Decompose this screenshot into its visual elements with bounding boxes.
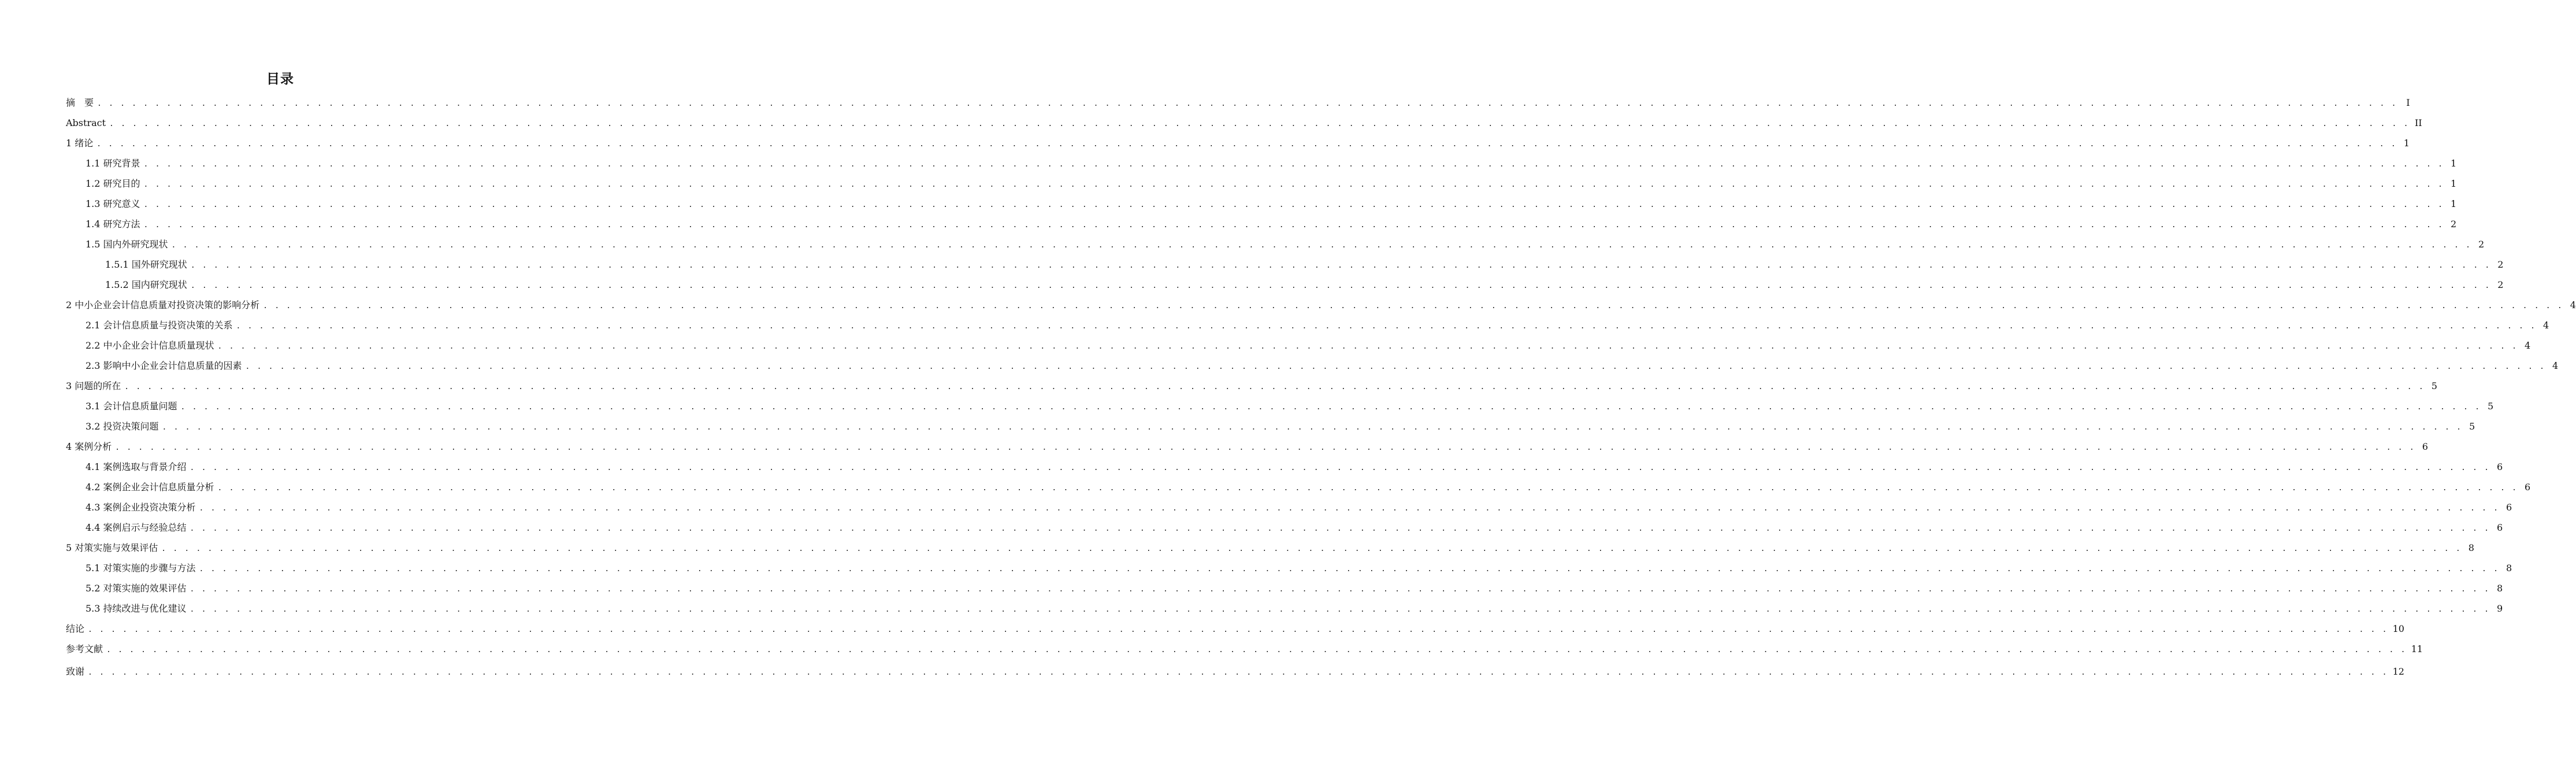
toc-dot-leader: . . . . . . . . . . . . . . . . . . . . . . . . . . . . . . . . . . . . . . . . . . . . . . . . . . . . . . . . . . . . . . . . . . . . . . . . . . . . . . . . . . . . . . . . . . . . . . . . . . . . . . . . . . . . . . . . . . . . . . . . . . . . . . . . . . . . . . . . . . . . . . . . . . . . . . . . . . . . . . . . . . . . . . . . . . . . . . . . . . . . . . . . . . . . . . . . . . . . . . . <box>143 160 2444 169</box>
toc-entry[interactable] <box>66 92 2410 113</box>
toc-entry-label: 2.1 会计信息质量与投资决策的关系 <box>86 320 233 331</box>
toc-entry[interactable] <box>66 639 2423 659</box>
toc-entry-page: 4 <box>2542 320 2549 331</box>
toc-dot-leader: . . . . . . . . . . . . . . . . . . . . . . . . . . . . . . . . . . . . . . . . . . . . . . . . . . . . . . . . . . . . . . . . . . . . . . . . . . . . . . . . . . . . . . . . . . . . . . . . . . . . . . . . . . . . . . . . . . . . . . . . . . . . . . . . . . . . . . . . . . . . . . . . . . . . . . . . . . . . . . . . . . . . . . . . . . . . . . . . . . . . . . . . . . . . . . . . . . . . . . . <box>199 565 2500 574</box>
toc-dot-leader: . . . . . . . . . . . . . . . . . . . . . . . . . . . . . . . . . . . . . . . . . . . . . . . . . . . . . . . . . . . . . . . . . . . . . . . . . . . . . . . . . . . . . . . . . . . . . . . . . . . . . . . . . . . . . . . . . . . . . . . . . . . . . . . . . . . . . . . . . . . . . . . . . . . . . . . . . . . . . . . . . . . . . . . . . . . . . . . . . . . . . . . . . . . . . . . . . . . . . . . <box>115 443 2415 452</box>
toc-entry-page: 11 <box>2411 643 2423 654</box>
toc-entry-page: 10 <box>2392 623 2404 634</box>
toc-entry-label: 3 问题的所在 <box>66 380 121 391</box>
toc-entry-page: 4 <box>2570 299 2576 310</box>
toc-entry[interactable] <box>66 477 2531 497</box>
toc-entry-label: 摘 要 <box>66 97 94 108</box>
toc-dot-leader: . . . . . . . . . . . . . . . . . . . . . . . . . . . . . . . . . . . . . . . . . . . . . . . . . . . . . . . . . . . . . . . . . . . . . . . . . . . . . . . . . . . . . . . . . . . . . . . . . . . . . . . . . . . . . . . . . . . . . . . . . . . . . . . . . . . . . . . . . . . . . . . . . . . . . . . . . . . . . . . . . . . . . . . . . . . . . . . . . . . . . . . . . . . . . . . . . . . . . . . <box>124 383 2425 391</box>
toc-entry[interactable] <box>66 538 2474 558</box>
toc-entry-page: I <box>2406 97 2410 108</box>
toc-entry[interactable] <box>66 173 2457 194</box>
toc-entry-page: 1 <box>2403 138 2410 149</box>
toc-entry-label: 4.3 案例企业投资决策分析 <box>86 502 196 513</box>
toc-entry[interactable] <box>66 194 2457 214</box>
toc-dot-leader: . . . . . . . . . . . . . . . . . . . . . . . . . . . . . . . . . . . . . . . . . . . . . . . . . . . . . . . . . . . . . . . . . . . . . . . . . . . . . . . . . . . . . . . . . . . . . . . . . . . . . . . . . . . . . . . . . . . . . . . . . . . . . . . . . . . . . . . . . . . . . . . . . . . . . . . . . . . . . . . . . . . . . . . . . . . . . . . . . . . . . . . . . . . . . . . . . . . . . . . <box>190 464 2490 472</box>
toc-dot-leader: . . . . . . . . . . . . . . . . . . . . . . . . . . . . . . . . . . . . . . . . . . . . . . . . . . . . . . . . . . . . . . . . . . . . . . . . . . . . . . . . . . . . . . . . . . . . . . . . . . . . . . . . . . . . . . . . . . . . . . . . . . . . . . . . . . . . . . . . . . . . . . . . . . . . . . . . . . . . . . . . . . . . . . . . . . . . . . . . . . . . . . . . . . . . . . . . . . . . . . . <box>199 504 2500 513</box>
toc-entry[interactable] <box>66 578 2503 598</box>
toc-entry-page: 1 <box>2450 178 2457 189</box>
toc-entry[interactable] <box>66 234 2485 254</box>
toc-entry-label: 致谢 <box>66 666 85 677</box>
toc-entry-label: 1.5.1 国外研究现状 <box>105 259 187 270</box>
toc-entry[interactable] <box>66 214 2457 234</box>
toc-dot-leader: . . . . . . . . . . . . . . . . . . . . . . . . . . . . . . . . . . . . . . . . . . . . . . . . . . . . . . . . . . . . . . . . . . . . . . . . . . . . . . . . . . . . . . . . . . . . . . . . . . . . . . . . . . . . . . . . . . . . . . . . . . . . . . . . . . . . . . . . . . . . . . . . . . . . . . . . . . . . . . . . . . . . . . . . . . . . . . . . . . . . . . . . . . . . . . . . . . . . . . . <box>161 545 2462 553</box>
toc-entry[interactable] <box>66 661 2404 682</box>
toc-dot-leader: . . . . . . . . . . . . . . . . . . . . . . . . . . . . . . . . . . . . . . . . . . . . . . . . . . . . . . . . . . . . . . . . . . . . . . . . . . . . . . . . . . . . . . . . . . . . . . . . . . . . . . . . . . . . . . . . . . . . . . . . . . . . . . . . . . . . . . . . . . . . . . . . . . . . . . . . . . . . . . . . . . . . . . . . . . . . . . . . . . . . . . . . . . . . . . . . . . . . . . . <box>143 180 2444 189</box>
toc-entry-page: 8 <box>2468 542 2474 553</box>
toc-entry-label: 1.1 研究背景 <box>86 158 140 169</box>
toc-dot-leader: . . . . . . . . . . . . . . . . . . . . . . . . . . . . . . . . . . . . . . . . . . . . . . . . . . . . . . . . . . . . . . . . . . . . . . . . . . . . . . . . . . . . . . . . . . . . . . . . . . . . . . . . . . . . . . . . . . . . . . . . . . . . . . . . . . . . . . . . . . . . . . . . . . . . . . . . . . . . . . . . . . . . . . . . . . . . . . . . . . . . . . . . . . . . . . . . . . . . . . . <box>143 201 2444 209</box>
toc-dot-leader: . . . . . . . . . . . . . . . . . . . . . . . . . . . . . . . . . . . . . . . . . . . . . . . . . . . . . . . . . . . . . . . . . . . . . . . . . . . . . . . . . . . . . . . . . . . . . . . . . . . . . . . . . . . . . . . . . . . . . . . . . . . . . . . . . . . . . . . . . . . . . . . . . . . . . . . . . . . . . . . . . . . . . . . . . . . . . . . . . . . . . . . . . . . . . . . . . . . . . . . <box>88 668 2388 677</box>
toc-entry[interactable] <box>66 416 2475 436</box>
toc-list <box>66 92 2576 682</box>
toc-entry-page: 6 <box>2496 461 2503 472</box>
toc-dot-leader: . . . . . . . . . . . . . . . . . . . . . . . . . . . . . . . . . . . . . . . . . . . . . . . . . . . . . . . . . . . . . . . . . . . . . . . . . . . . . . . . . . . . . . . . . . . . . . . . . . . . . . . . . . . . . . . . . . . . . . . . . . . . . . . . . . . . . . . . . . . . . . . . . . . . . . . . . . . . . . . . . . . . . . . . . . . . . . . . . . . . . . . . . . . . . . . . . . . . . . . <box>96 140 2397 149</box>
toc-entry-page: 8 <box>2496 583 2503 594</box>
toc-entry-page: 6 <box>2422 441 2428 452</box>
toc-entry-page: 5 <box>2469 421 2475 432</box>
toc-entry-label: 4.1 案例选取与背景介绍 <box>86 461 187 472</box>
toc-entry-label: 4.4 案例启示与经验总结 <box>86 522 187 533</box>
toc-entry[interactable] <box>66 295 2576 315</box>
toc-entry[interactable] <box>66 598 2503 619</box>
toc-entry-page: 2 <box>2497 279 2504 290</box>
toc-dot-leader: . . . . . . . . . . . . . . . . . . . . . . . . . . . . . . . . . . . . . . . . . . . . . . . . . . . . . . . . . . . . . . . . . . . . . . . . . . . . . . . . . . . . . . . . . . . . . . . . . . . . . . . . . . . . . . . . . . . . . . . . . . . . . . . . . . . . . . . . . . . . . . . . . . . . . . . . . . . . . . . . . . . . . . . . . . . . . . . . . . . . . . . . . . . . . . . . . . . . . . . <box>143 221 2444 230</box>
toc-entry[interactable] <box>66 254 2504 275</box>
toc-dot-leader: . . . . . . . . . . . . . . . . . . . . . . . . . . . . . . . . . . . . . . . . . . . . . . . . . . . . . . . . . . . . . . . . . . . . . . . . . . . . . . . . . . . . . . . . . . . . . . . . . . . . . . . . . . . . . . . . . . . . . . . . . . . . . . . . . . . . . . . . . . . . . . . . . . . . . . . . . . . . . . . . . . . . . . . . . . . . . . . . . . . . . . . . . . . . . . . . . . . . . . . <box>97 99 2397 108</box>
toc-entry-page: 5 <box>2431 380 2437 391</box>
toc-entry-label: 3.1 会计信息质量问题 <box>86 401 177 412</box>
toc-entry-page: 2 <box>2450 219 2457 230</box>
toc-entry-label: 5.3 持续改进与优化建议 <box>86 603 187 614</box>
toc-entry-page: 4 <box>2552 360 2559 371</box>
toc-entry[interactable] <box>66 619 2404 639</box>
toc-dot-leader: . . . . . . . . . . . . . . . . . . . . . . . . . . . . . . . . . . . . . . . . . . . . . . . . . . . . . . . . . . . . . . . . . . . . . . . . . . . . . . . . . . . . . . . . . . . . . . . . . . . . . . . . . . . . . . . . . . . . . . . . . . . . . . . . . . . . . . . . . . . . . . . . . . . . . . . . . . . . . . . . . . . . . . . . . . . . . . . . . . . . . . . . . . . . . . . . . . . . . . . <box>236 322 2537 331</box>
toc-entry-label: 2 中小企业会计信息质量对投资决策的影响分析 <box>66 299 260 310</box>
toc-entry-label: 1.2 研究目的 <box>86 178 140 189</box>
toc-entry[interactable] <box>66 275 2504 295</box>
toc-dot-leader: . . . . . . . . . . . . . . . . . . . . . . . . . . . . . . . . . . . . . . . . . . . . . . . . . . . . . . . . . . . . . . . . . . . . . . . . . . . . . . . . . . . . . . . . . . . . . . . . . . . . . . . . . . . . . . . . . . . . . . . . . . . . . . . . . . . . . . . . . . . . . . . . . . . . . . . . . . . . . . . . . . . . . . . . . . . . . . . . . . . . . . . . . . . . . . . . . . . . . . . <box>190 605 2490 614</box>
toc-entry[interactable] <box>66 133 2410 153</box>
toc-entry-page: 6 <box>2496 522 2503 533</box>
toc-dot-leader: . . . . . . . . . . . . . . . . . . . . . . . . . . . . . . . . . . . . . . . . . . . . . . . . . . . . . . . . . . . . . . . . . . . . . . . . . . . . . . . . . . . . . . . . . . . . . . . . . . . . . . . . . . . . . . . . . . . . . . . . . . . . . . . . . . . . . . . . . . . . . . . . . . . . . . . . . . . . . . . . . . . . . . . . . . . . . . . . . . . . . . . . . . . . . . . . . . . . . . . <box>217 484 2518 493</box>
toc-dot-leader: . . . . . . . . . . . . . . . . . . . . . . . . . . . . . . . . . . . . . . . . . . . . . . . . . . . . . . . . . . . . . . . . . . . . . . . . . . . . . . . . . . . . . . . . . . . . . . . . . . . . . . . . . . . . . . . . . . . . . . . . . . . . . . . . . . . . . . . . . . . . . . . . . . . . . . . . . . . . . . . . . . . . . . . . . . . . . . . . . . . . . . . . . . . . . . . . . . . . . . . <box>88 626 2388 634</box>
toc-entry-page: II <box>2414 117 2422 128</box>
toc-entry-page: 9 <box>2496 603 2503 614</box>
toc-dot-leader: . . . . . . . . . . . . . . . . . . . . . . . . . . . . . . . . . . . . . . . . . . . . . . . . . . . . . . . . . . . . . . . . . . . . . . . . . . . . . . . . . . . . . . . . . . . . . . . . . . . . . . . . . . . . . . . . . . . . . . . . . . . . . . . . . . . . . . . . . . . . . . . . . . . . . . . . . . . . . . . . . . . . . . . . . . . . . . . . . . . . . . . . . . . . . . . . . . . . . . . <box>217 342 2518 351</box>
toc-entry-label: 1.3 研究意义 <box>86 198 140 209</box>
toc-title: 目录 <box>266 72 294 87</box>
toc-entry-page: 1 <box>2450 198 2457 209</box>
toc-entry-page: 2 <box>2497 259 2504 270</box>
toc-dot-leader: . . . . . . . . . . . . . . . . . . . . . . . . . . . . . . . . . . . . . . . . . . . . . . . . . . . . . . . . . . . . . . . . . . . . . . . . . . . . . . . . . . . . . . . . . . . . . . . . . . . . . . . . . . . . . . . . . . . . . . . . . . . . . . . . . . . . . . . . . . . . . . . . . . . . . . . . . . . . . . . . . . . . . . . . . . . . . . . . . . . . . . . . . . . . . . . . . . . . . . . <box>190 585 2490 594</box>
toc-dot-leader: . . . . . . . . . . . . . . . . . . . . . . . . . . . . . . . . . . . . . . . . . . . . . . . . . . . . . . . . . . . . . . . . . . . . . . . . . . . . . . . . . . . . . . . . . . . . . . . . . . . . . . . . . . . . . . . . . . . . . . . . . . . . . . . . . . . . . . . . . . . . . . . . . . . . . . . . . . . . . . . . . . . . . . . . . . . . . . . . . . . . . . . . . . . . . . . . . . . . . . . <box>263 302 2563 310</box>
toc-entry[interactable] <box>66 457 2503 477</box>
toc-entry[interactable] <box>66 376 2437 396</box>
toc-entry-label: 参考文献 <box>66 643 103 654</box>
toc-dot-leader: . . . . . . . . . . . . . . . . . . . . . . . . . . . . . . . . . . . . . . . . . . . . . . . . . . . . . . . . . . . . . . . . . . . . . . . . . . . . . . . . . . . . . . . . . . . . . . . . . . . . . . . . . . . . . . . . . . . . . . . . . . . . . . . . . . . . . . . . . . . . . . . . . . . . . . . . . . . . . . . . . . . . . . . . . . . . . . . . . . . . . . . . . . . . . . . . . . . . . . . <box>245 362 2546 371</box>
toc-dot-leader: . . . . . . . . . . . . . . . . . . . . . . . . . . . . . . . . . . . . . . . . . . . . . . . . . . . . . . . . . . . . . . . . . . . . . . . . . . . . . . . . . . . . . . . . . . . . . . . . . . . . . . . . . . . . . . . . . . . . . . . . . . . . . . . . . . . . . . . . . . . . . . . . . . . . . . . . . . . . . . . . . . . . . . . . . . . . . . . . . . . . . . . . . . . . . . . . . . . . . . . <box>190 524 2490 533</box>
toc-entry[interactable] <box>66 113 2422 133</box>
toc-dot-leader: . . . . . . . . . . . . . . . . . . . . . . . . . . . . . . . . . . . . . . . . . . . . . . . . . . . . . . . . . . . . . . . . . . . . . . . . . . . . . . . . . . . . . . . . . . . . . . . . . . . . . . . . . . . . . . . . . . . . . . . . . . . . . . . . . . . . . . . . . . . . . . . . . . . . . . . . . . . . . . . . . . . . . . . . . . . . . . . . . . . . . . . . . . . . . . . . . . . . . . . <box>171 241 2472 250</box>
toc-entry-label: 3.2 投资决策问题 <box>86 421 159 432</box>
toc-entry-label: 4 案例分析 <box>66 441 112 452</box>
toc-entry-label: 5.2 对策实施的效果评估 <box>86 583 187 594</box>
toc-entry-label: 5.1 对策实施的步骤与方法 <box>86 563 196 574</box>
toc-entry-page: 6 <box>2506 502 2512 513</box>
toc-entry[interactable] <box>66 396 2494 416</box>
toc-entry-label: 4.2 案例企业会计信息质量分析 <box>86 482 214 493</box>
toc-entry[interactable] <box>66 356 2559 376</box>
toc-dot-leader: . . . . . . . . . . . . . . . . . . . . . . . . . . . . . . . . . . . . . . . . . . . . . . . . . . . . . . . . . . . . . . . . . . . . . . . . . . . . . . . . . . . . . . . . . . . . . . . . . . . . . . . . . . . . . . . . . . . . . . . . . . . . . . . . . . . . . . . . . . . . . . . . . . . . . . . . . . . . . . . . . . . . . . . . . . . . . . . . . . . . . . . . . . . . . . . . . . . . . . . <box>190 261 2491 270</box>
toc-entry-label: 结论 <box>66 623 85 634</box>
toc-entry-page: 12 <box>2392 666 2404 677</box>
toc-dot-leader: . . . . . . . . . . . . . . . . . . . . . . . . . . . . . . . . . . . . . . . . . . . . . . . . . . . . . . . . . . . . . . . . . . . . . . . . . . . . . . . . . . . . . . . . . . . . . . . . . . . . . . . . . . . . . . . . . . . . . . . . . . . . . . . . . . . . . . . . . . . . . . . . . . . . . . . . . . . . . . . . . . . . . . . . . . . . . . . . . . . . . . . . . . . . . . . . . . . . . . . <box>180 403 2481 412</box>
toc-entry-page: 5 <box>2487 401 2494 412</box>
toc-dot-leader: . . . . . . . . . . . . . . . . . . . . . . . . . . . . . . . . . . . . . . . . . . . . . . . . . . . . . . . . . . . . . . . . . . . . . . . . . . . . . . . . . . . . . . . . . . . . . . . . . . . . . . . . . . . . . . . . . . . . . . . . . . . . . . . . . . . . . . . . . . . . . . . . . . . . . . . . . . . . . . . . . . . . . . . . . . . . . . . . . . . . . . . . . . . . . . . . . . . . . . . <box>190 282 2491 290</box>
toc-entry[interactable] <box>66 558 2512 578</box>
toc-entry-page: 1 <box>2450 158 2457 169</box>
toc-entry-label: 1.5.2 国内研究现状 <box>105 279 187 290</box>
toc-dot-leader: . . . . . . . . . . . . . . . . . . . . . . . . . . . . . . . . . . . . . . . . . . . . . . . . . . . . . . . . . . . . . . . . . . . . . . . . . . . . . . . . . . . . . . . . . . . . . . . . . . . . . . . . . . . . . . . . . . . . . . . . . . . . . . . . . . . . . . . . . . . . . . . . . . . . . . . . . . . . . . . . . . . . . . . . . . . . . . . . . . . . . . . . . . . . . . . . . . . . . . . <box>162 423 2463 432</box>
toc-entry[interactable] <box>66 497 2512 517</box>
toc-entry-label: 1 绪论 <box>66 138 94 149</box>
toc-entry-page: 2 <box>2478 239 2485 250</box>
toc-entry[interactable] <box>66 436 2428 457</box>
toc-entry-label: 1.4 研究方法 <box>86 219 140 230</box>
toc-entry-label: 5 对策实施与效果评估 <box>66 542 158 553</box>
toc-entry-label: 2.3 影响中小企业会计信息质量的因素 <box>86 360 242 371</box>
toc-entry[interactable] <box>66 153 2457 173</box>
toc-entry-label: 2.2 中小企业会计信息质量现状 <box>86 340 214 351</box>
toc-entry-label: 1.5 国内外研究现状 <box>86 239 168 250</box>
toc-entry-page: 6 <box>2524 482 2531 493</box>
toc-dot-leader: . . . . . . . . . . . . . . . . . . . . . . . . . . . . . . . . . . . . . . . . . . . . . . . . . . . . . . . . . . . . . . . . . . . . . . . . . . . . . . . . . . . . . . . . . . . . . . . . . . . . . . . . . . . . . . . . . . . . . . . . . . . . . . . . . . . . . . . . . . . . . . . . . . . . . . . . . . . . . . . . . . . . . . . . . . . . . . . . . . . . . . . . . . . . . . . . . . . . . . . <box>106 646 2407 654</box>
toc-entry[interactable] <box>66 517 2503 538</box>
toc-dot-leader: . . . . . . . . . . . . . . . . . . . . . . . . . . . . . . . . . . . . . . . . . . . . . . . . . . . . . . . . . . . . . . . . . . . . . . . . . . . . . . . . . . . . . . . . . . . . . . . . . . . . . . . . . . . . . . . . . . . . . . . . . . . . . . . . . . . . . . . . . . . . . . . . . . . . . . . . . . . . . . . . . . . . . . . . . . . . . . . . . . . . . . . . . . . . . . . . . . . . . . . <box>109 120 2410 128</box>
toc-entry[interactable] <box>66 315 2549 335</box>
toc-entry[interactable] <box>66 335 2531 356</box>
toc-entry-label: Abstract <box>66 117 106 128</box>
toc-entry-page: 4 <box>2524 340 2531 351</box>
toc-entry-page: 8 <box>2506 563 2512 574</box>
